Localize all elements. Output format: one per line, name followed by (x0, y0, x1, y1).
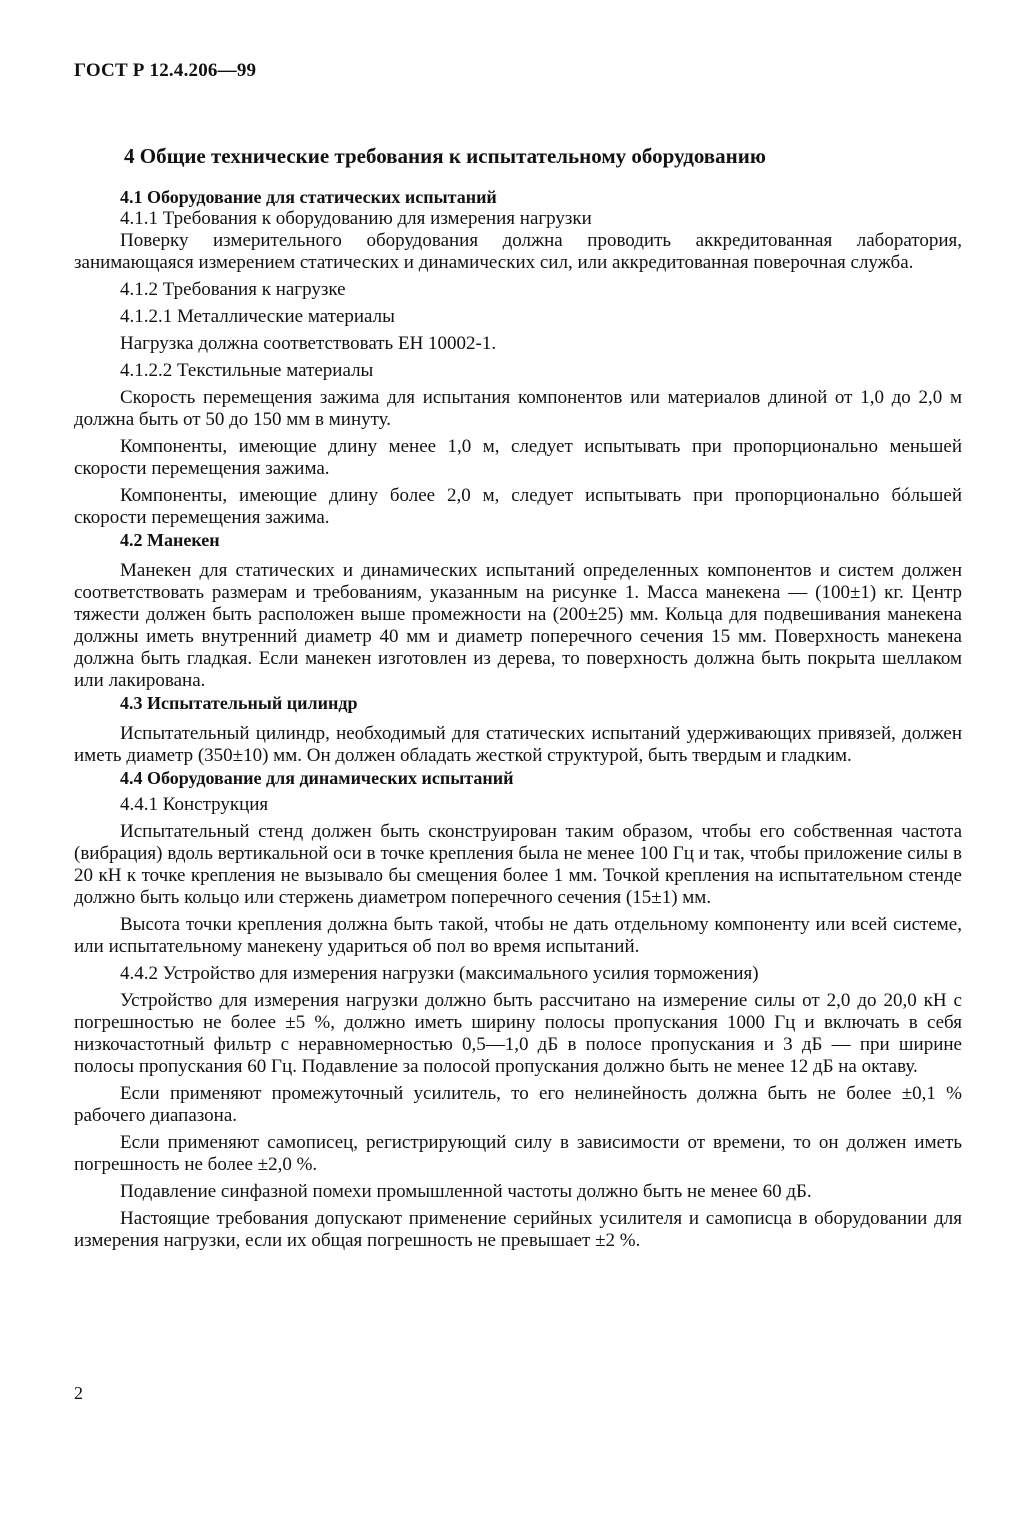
paragraph-speed: Скорость перемещения зажима для испытания компонентов или материалов длиной от 1,0 до 2,0 м должна быть от 50 до 150 мм в минуту. (74, 387, 962, 430)
clause-4-1-2-1: 4.1.2.1 Металлические материалы (120, 306, 395, 327)
page-number: 2 (74, 1383, 83, 1403)
paragraph-4-4-2-device: Устройство для измерения нагрузки должно быть рассчитано на измерение силы от 2,0 до 20,0 кН с погрешностью не более ±5 %, должно иметь ширину полосы пропускания 1000 Гц и включать в себя низкочастотный фильтр с неравномерностью 0,5—1,0 дБ в полосе пропускания и 3 дБ — при ширине полосы пропускания 60 Гц. Подавление за полосой пропускания должно быть не менее 12 дБ на октаву. (74, 990, 962, 1077)
paragraph-4-3: Испытательный цилиндр, необходимый для статических испытаний удерживающих привязей, должен иметь диаметр (350±10) мм. Он должен обладать жесткой структурой, быть твердым и гладким. (74, 723, 962, 766)
heading-4-3: 4.3 Испытательный цилиндр (120, 693, 358, 713)
clause-4-1-1: 4.1.1 Требования к оборудованию для измерения нагрузки (120, 208, 592, 229)
paragraph-4-2: Манекен для статических и динамических испытаний определенных компонентов и систем должен соответствовать размерам и требованиям, указанным на рисунке 1. Масса манекена — (100±1) кг. Центр тяжести должен быть расположен выше промежности на (200±25) мм. Кольца для подвешивания манекена должны иметь внутренний диаметр 40 мм и диаметр поперечного сечения 15 мм. Поверхность манекена должна быть гладкая. Если манекен изготовлен из дерева, то поверхность должна быть покрыта шеллаком или лакирована. (74, 560, 962, 691)
clause-4-4-2: 4.4.2 Устройство для измерения нагрузки (максимального усилия торможения) (120, 963, 759, 984)
paragraph-4-4-2-amplifier: Если применяют промежуточный усилитель, то его нелинейность должна быть не более ±0,1 % рабочего диапазона. (74, 1083, 962, 1126)
heading-4-4: 4.4 Оборудование для динамических испытаний (120, 768, 514, 788)
paragraph-4-1-1: Поверку измерительного оборудования должна проводить аккредитованная лаборатория, занимающаяся измерением статических и динамических сил, или аккредитованная поверочная служба. (74, 230, 962, 273)
paragraph-4-4-1-construction: Испытательный стенд должен быть сконструирован таким образом, чтобы его собственная частота (вибрация) вдоль вертикальной оси в точке крепления была не менее 100 Гц и так, чтобы приложение силы в 20 кН к точке крепления не вызывало бы смещения более 1 мм. Точкой крепления на испытательном стенде должно быть кольцо или стержень диаметром поперечного сечения (15±1) мм. (74, 821, 962, 908)
paragraph-longer-components: Компоненты, имеющие длину более 2,0 м, следует испытывать при пропорционально бóльшей скорости перемещения зажима. (74, 485, 962, 528)
clause-4-1-2: 4.1.2 Требования к нагрузке (120, 279, 346, 300)
paragraph-4-4-2-noise: Подавление синфазной помехи промышленной частоты должно быть не менее 60 дБ. (120, 1181, 812, 1202)
paragraph-4-4-1-height: Высота точки крепления должна быть такой, чтобы не дать отдельному компоненту или всей системе, или испытательному манекену удариться об пол во время испытаний. (74, 914, 962, 957)
paragraph-4-4-2-recorder: Если применяют самописец, регистрирующий силу в зависимости от времени, то он должен иметь погрешность не более ±2,0 %. (74, 1132, 962, 1175)
document-header: ГОСТ Р 12.4.206—99 (74, 60, 257, 81)
document-body (74, 143, 962, 1252)
paragraph-4-4-2-serial: Настоящие требования допускают применение серийных усилителя и самописца в оборудовании для измерения нагрузки, если их общая погрешность не превышает ±2 %. (74, 1208, 962, 1251)
paragraph-4-1-2-1: Нагрузка должна соответствовать ЕН 10002-1. (120, 333, 497, 354)
heading-4-1: 4.1 Оборудование для статических испытаний (120, 187, 497, 207)
clause-4-1-2-2: 4.1.2.2 Текстильные материалы (120, 360, 374, 381)
heading-4-2: 4.2 Манекен (120, 530, 220, 550)
clause-4-4-1: 4.4.1 Конструкция (120, 794, 269, 815)
paragraph-shorter-components: Компоненты, имеющие длину менее 1,0 м, следует испытывать при пропорционально меньшей скорости перемещения зажима. (74, 436, 962, 479)
section-title: 4 Общие технические требования к испытательному оборудованию (124, 144, 766, 168)
